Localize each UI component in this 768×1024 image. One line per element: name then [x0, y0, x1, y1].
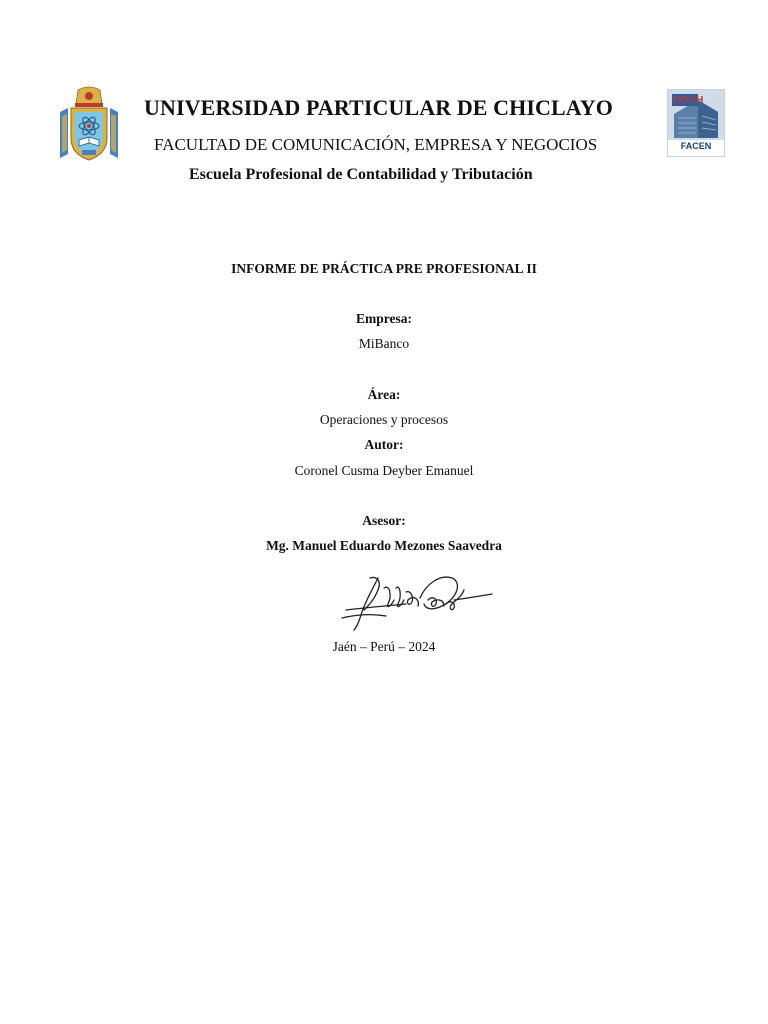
facen-logo	[667, 89, 725, 157]
company-value: MiBanco	[358, 336, 410, 351]
university-name: UNIVERSIDAD PARTICULAR DE CHICLAYO	[144, 95, 613, 120]
author-value: Coronel Cusma Deyber Emanuel	[294, 463, 474, 478]
facen-logo-caption: FACEN	[680, 141, 712, 151]
advisor-label: Asesor:	[362, 513, 406, 528]
faculty-name: FACULTAD DE COMUNICACIÓN, EMPRESA Y NEGOCIOS	[154, 135, 598, 154]
advisor-value: Mg. Manuel Eduardo Mezones Saavedra	[266, 538, 502, 553]
facen-logo-mark: UDCH	[673, 95, 704, 106]
area-label: Área:	[367, 387, 401, 402]
author-label: Autor:	[364, 437, 404, 452]
university-crest-logo	[58, 86, 120, 162]
area-value: Operaciones y procesos	[319, 412, 449, 427]
company-label: Empresa:	[356, 311, 412, 326]
report-title: INFORME DE PRÁCTICA PRE PROFESIONAL II	[231, 261, 537, 276]
place-and-date: Jaén – Perú – 2024	[332, 639, 436, 654]
school-name: Escuela Profesional de Contabilidad y Tributación	[189, 166, 533, 183]
advisor-signature	[334, 570, 494, 634]
